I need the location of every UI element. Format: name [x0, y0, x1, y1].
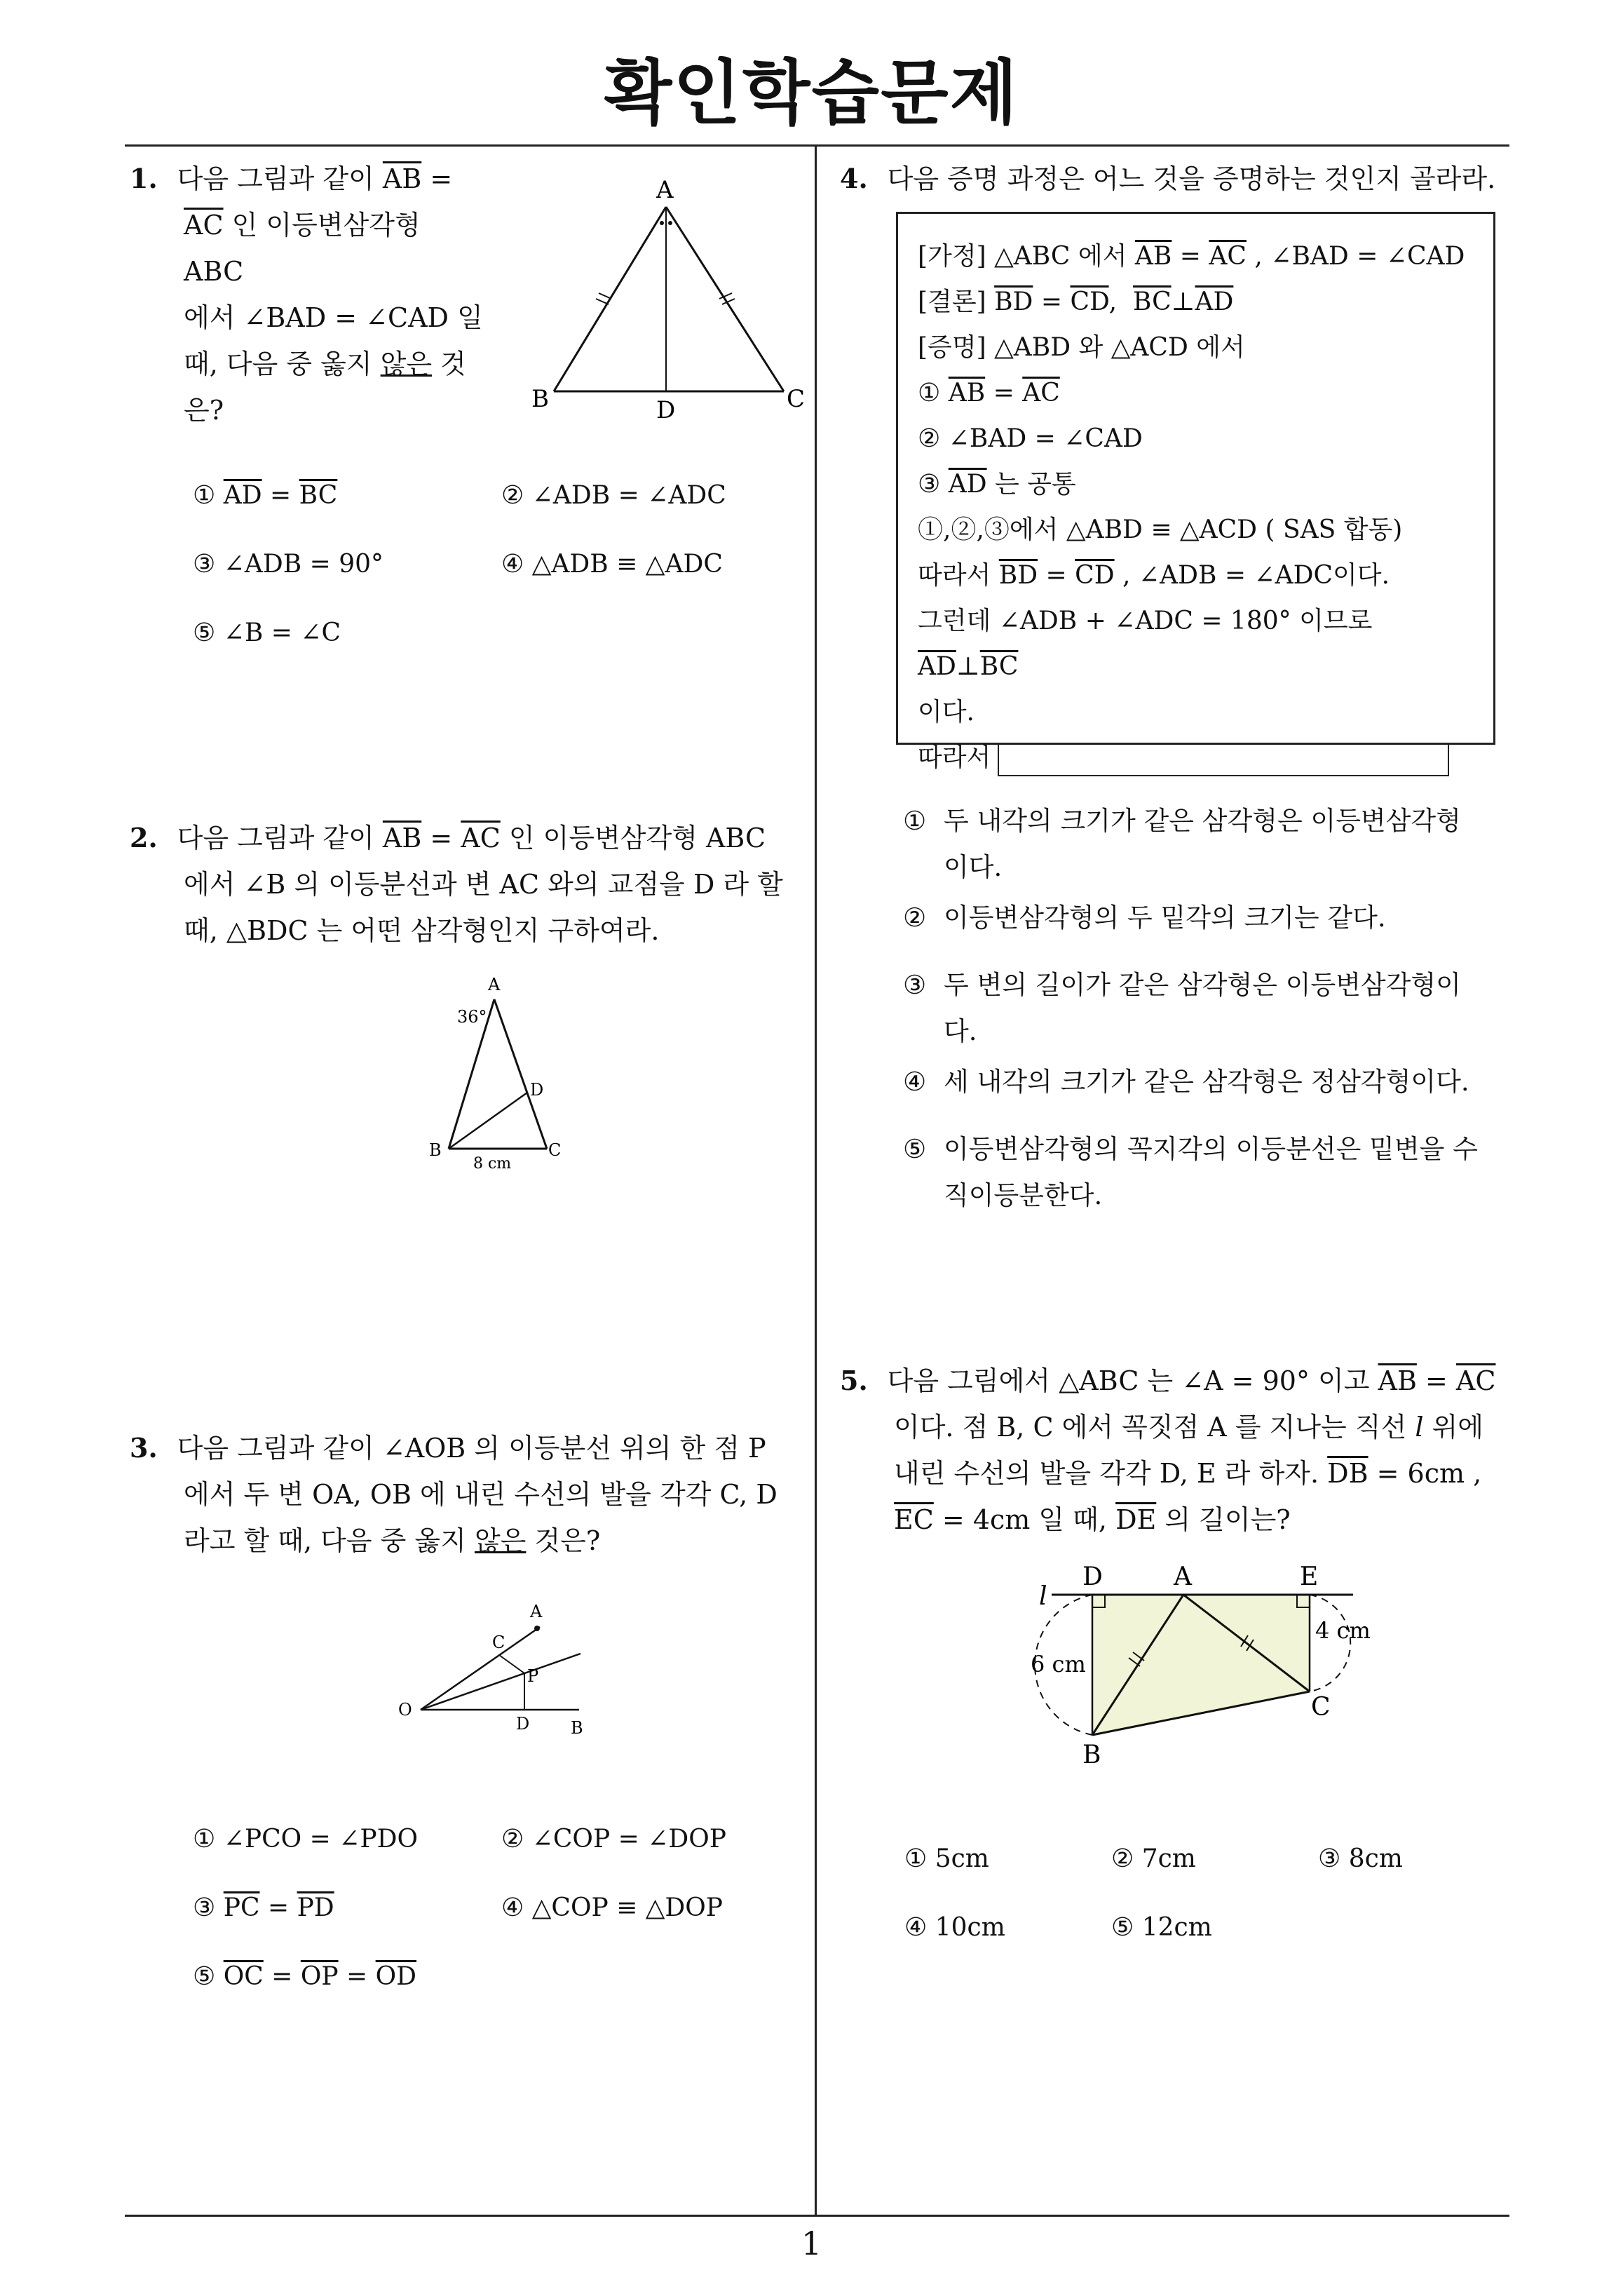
label-P: P	[527, 1666, 539, 1686]
question-number: 3.	[130, 1432, 158, 1464]
label-B: B	[429, 1140, 442, 1160]
q1-option-5[interactable]: ⑤ ∠B = ∠C	[193, 619, 341, 647]
label-A: A	[656, 176, 674, 204]
q3-option-2[interactable]: ② ∠COP = ∠DOP	[501, 1825, 726, 1853]
label-B: B	[1082, 1741, 1101, 1769]
label-EC: 4 cm	[1315, 1617, 1371, 1644]
label-length: 8 cm	[473, 1155, 512, 1171]
page-number: 1	[801, 2224, 822, 2262]
label-B: B	[531, 385, 549, 413]
label-D: D	[516, 1714, 530, 1734]
q4-option-5[interactable]: ⑤ 이등변삼각형의 꼭지각의 이등분선은 밑변을 수 직이등분한다.	[903, 1134, 1478, 1210]
q1-option-3[interactable]: ③ ∠ADB = 90°	[193, 550, 384, 579]
label-D: D	[656, 396, 676, 421]
q5-option-2[interactable]: ② 7cm	[1111, 1844, 1196, 1873]
label-E: E	[1300, 1562, 1319, 1591]
label-A: A	[530, 1602, 543, 1621]
question-5: 5. 다음 그림에서 △ABC 는 ∠A = 90° 이고 $\overline{AB} = \overline{AC}$ 이다. 점 B, C 에서 꼭짓점 A 를 지나는 직선 l 위에 내린 수선의 발을 각각 D, E 라 하자. $\overline{DB} = 6cm$ , $\overline{EC} = 4cm$ 일 때, $\overline{DE}$ 의 길이는?	[840, 1365, 1496, 1535]
q5-option-5[interactable]: ⑤ 12cm	[1111, 1913, 1212, 1942]
label-C: C	[1311, 1693, 1331, 1722]
q3-angle-figure	[393, 1586, 603, 1741]
label-l: l	[1039, 1582, 1047, 1611]
page-title: 확인학습문제	[604, 52, 1019, 134]
column-divider	[815, 146, 817, 2215]
q1-option-2[interactable]: ② ∠ADB = ∠ADC	[501, 481, 726, 510]
label-A: A	[1174, 1562, 1192, 1591]
question-3: 3. 다음 그림과 같이 ∠AOB 의 이등분선 위의 한 점 P 에서 두 변 OA, OB 에 내린 수선의 발을 각각 C, D 라고 할 때, 다음 중 옳지 않은 것은?	[130, 1432, 777, 1556]
q3-option-4[interactable]: ④ △COP ≡ △DOP	[501, 1893, 724, 1922]
question-number: 5.	[840, 1365, 868, 1396]
question-2: 2. 다음 그림과 같이 $\overline{AB} = \overline{AC}$ 인 이등변삼각형 ABC 에서 ∠B 의 이등분선과 변 AC 와의 교점을 D 라 할 때, △BDC 는 어떤 삼각형인지 구하여라.	[130, 822, 783, 946]
label-DB: 6 cm	[1031, 1651, 1086, 1677]
q3-option-3[interactable]: ③ $\overline{PC} = \overline{PD}$	[193, 1893, 334, 1922]
label-O: O	[398, 1700, 412, 1720]
label-D: D	[530, 1080, 544, 1100]
label-D: D	[1082, 1562, 1103, 1591]
question-4: 4. 다음 증명 과정은 어느 것을 증명하는 것인지 골라라.	[840, 163, 1496, 194]
q4-option-3[interactable]: ③ 두 변의 길이가 같은 삼각형은 이등변삼각형이 다.	[903, 970, 1461, 1046]
q5-figure	[1031, 1555, 1395, 1780]
question-1: 1. 다음 그림과 같이 $\overline{AB}$ = $\overline{AC}$ 인 이등변삼각형 ABC 에서 ∠BAD = ∠CAD 일 때, 다음 중 옳지 않은 것 은?	[130, 163, 483, 426]
proof-box: [가정] △ABC 에서 $\overline{AB} = \overline{AC}$ , ∠BAD = ∠CAD [결론] $\overline{BD} = \overline{CD}$, $\overline{BC}\perp\overline{AD}$ [증명] △ABD 와 △ACD 에서 ① $\overline{AB} = \overline{AC}$ ② ∠BAD = ∠CAD ③ $\overline{AD}$ 는 공통 ①,②,③에서 △ABD ≡ △ACD ( SAS 합동) 따라서 $\overline{BD} = \overline{CD}$ , ∠ADB = ∠ADC이다. 그런데 ∠ADB + ∠ADC = 180° 이므로 $\overline{AD}\perp\overline{BC}$ 이다. 따라서	[896, 212, 1495, 745]
q4-option-1[interactable]: ① 두 내각의 크기가 같은 삼각형은 이등변삼각형 이다.	[903, 806, 1461, 882]
label-C: C	[548, 1140, 562, 1160]
q4-option-4[interactable]: ④ 세 내각의 크기가 같은 삼각형은 정삼각형이다.	[903, 1067, 1469, 1097]
q5-option-4[interactable]: ④ 10cm	[904, 1913, 1005, 1942]
label-A: A	[488, 975, 501, 994]
q1-triangle-figure	[526, 168, 820, 421]
q3-option-5[interactable]: ⑤ $\overline{OC} = \overline{OP} = \overline{OD}$	[193, 1962, 417, 1991]
footer-divider	[125, 2215, 1509, 2217]
label-angle: 36°	[457, 1007, 487, 1027]
q2-triangle-figure	[421, 975, 575, 1171]
q1-option-1[interactable]: ① $\overline{AD} = \overline{BC}$	[193, 481, 338, 510]
q1-option-4[interactable]: ④ △ADB ≡ △ADC	[501, 550, 723, 579]
question-number: 1.	[130, 163, 158, 194]
label-C: C	[787, 385, 806, 413]
answer-blank[interactable]	[998, 743, 1449, 776]
q5-option-1[interactable]: ① 5cm	[904, 1844, 989, 1873]
header-divider	[125, 144, 1509, 147]
question-number: 2.	[130, 822, 158, 853]
label-B: B	[571, 1718, 583, 1738]
q3-option-1[interactable]: ① ∠PCO = ∠PDO	[193, 1825, 418, 1853]
question-number: 4.	[840, 163, 868, 194]
q4-option-2[interactable]: ② 이등변삼각형의 두 밑각의 크기는 같다.	[903, 903, 1386, 933]
label-C: C	[492, 1633, 505, 1652]
q5-option-3[interactable]: ③ 8cm	[1318, 1844, 1403, 1873]
